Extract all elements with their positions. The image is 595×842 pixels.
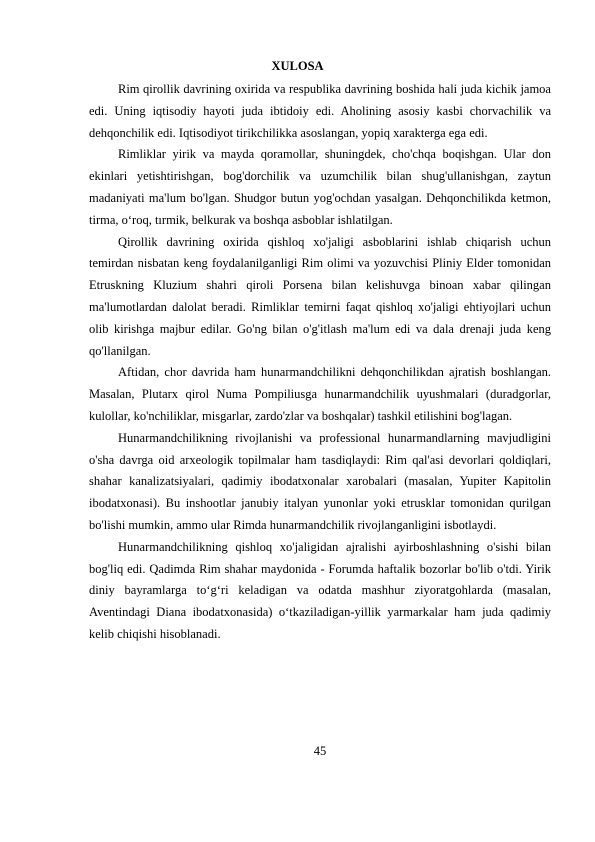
page-number: 45 bbox=[313, 744, 327, 758]
paragraph-3: Qirollik davrining oxirida qishloq xo'jaligi asboblarini ishlab chiqarish uchun temirdan nisbatan keng foydalanilganligi Rim olimi va yozuvchisi Pliniy Elder tomonidan Etruskning Kluzium shahri qiroli Porsena bilan kelishuvga binoan xabar qilingan ma'lumotlardan dalolat beradi. Rimliklar temirni faqat qishloq xo'jaligi ehtiyojlari uchun olib kirishga majbur edilar. Go'ng bilan o'g'itlash ma'lum edi va dala drenaji juda keng qo'llanilgan. bbox=[89, 234, 551, 358]
paragraph-5: Hunarmandchilikning rivojlanishi va professional hunarmandlarning mavjudligini o'sha davrga oid arxeologik topilmalar ham tasdiqlaydi: Rim qal'asi devorlari qoldiqlari, shahar kanalizatsiyalari, qadimiy ibodatxonalar xarobalari (masalan, Yupiter Kapitolin ibodatxonasi). Bu inshootlar janubiy italyan yunonlar yoki etrusklar tomonidan qurilgan bo'lishi mumkin, ammo ular Rimda hunarmandchilik rivojlanganligini isbotlaydi. bbox=[89, 430, 551, 532]
page-title: XULOSA bbox=[271, 59, 324, 73]
paragraph-6: Hunarmandchilikning qishloq xo'jaligidan ajralishi ayirboshlashning o'sishi bilan bog'liq edi. Qadimda Rim shahar maydonida - Forumda haftalik bozorlar bo'lib o'tdi. Yirik diniy bayramlarga to‘g‘ri keladigan va odatda mashhur ziyoratgohlarda (masalan, Aventindagi Diana ibodatxonasida) o‘tkaziladigan-yillik yarmarkalar ham juda qadimiy kelib chiqishi hisoblanadi. bbox=[89, 539, 551, 641]
paragraph-1: Rim qirollik davrining oxirida va respublika davrining boshida hali juda kichik jamoa edi. Uning iqtisodiy hayoti juda ibtidoiy edi. Aholining asosiy kasbi chorvachilik va dehqonchilik edi. Iqtisodiyot tirikchilikka asoslangan, yopiq xarakterga ega edi. bbox=[89, 82, 551, 140]
paragraph-2: Rimliklar yirik va mayda qoramollar, shuningdek, cho'chqa boqishgan. Ular don ekinlari yetishtirishgan, bog'dorchilik va uzumchilik bilan shug'ullanishgan, zaytun madaniyati ma'lum bo'lgan. Shudgor butun yog'ochdan yasalgan. Dehqonchilikda ketmon, tirma, o‘roq, tırmik, belkurak va boshqa asboblar ishlatilgan. bbox=[89, 147, 551, 227]
body-text bbox=[89, 79, 551, 646]
paragraph-4: Aftidan, chor davrida ham hunarmandchilikni dehqonchilikdan ajratish boshlangan. Masalan, Plutarx qirol Numa Pompiliusga hunarmandchilik uyushmalari (duradgorlar, kulollar, ko'nchiliklar, misgarlar, zardo'zlar va boshqalar) tashkil etilishini bog'lagan. bbox=[89, 365, 551, 423]
